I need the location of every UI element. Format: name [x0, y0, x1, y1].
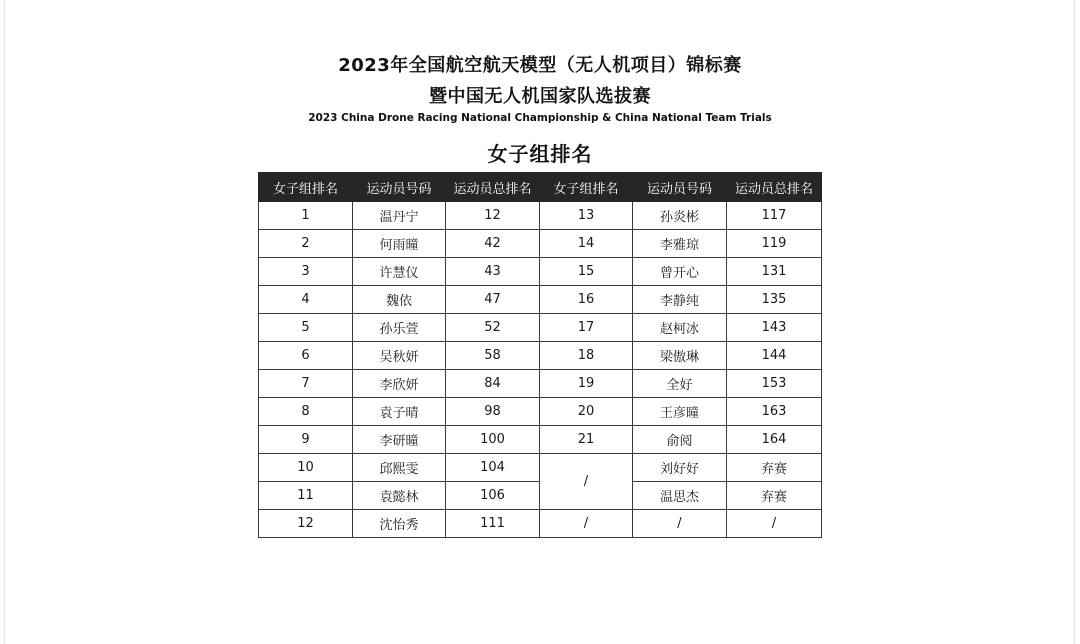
- table-row: [259, 510, 822, 538]
- table-cell: 131: [727, 258, 822, 286]
- header-overall-rank: 运动员总排名: [727, 173, 822, 202]
- table-cell: 吴秋妍: [353, 342, 446, 370]
- header-athlete-name: 运动员号码: [633, 173, 727, 202]
- table-cell: 沈怡秀: [353, 510, 446, 538]
- table-cell: 何雨曈: [353, 230, 446, 258]
- table-cell: 17: [540, 314, 633, 342]
- table-cell: 孙乐萱: [353, 314, 446, 342]
- table-cell-merged: /: [540, 454, 633, 510]
- table-row: [259, 230, 822, 258]
- header-overall-rank: 运动员总排名: [446, 173, 540, 202]
- table-cell: /: [727, 510, 822, 538]
- table-cell: 163: [727, 398, 822, 426]
- table-cell: 106: [446, 482, 540, 510]
- header-women-rank: 女子组排名: [259, 173, 353, 202]
- table-cell: 144: [727, 342, 822, 370]
- table-cell: 7: [259, 370, 353, 398]
- table-cell: 袁懿林: [353, 482, 446, 510]
- table-row: [259, 370, 822, 398]
- table-cell: 魏依: [353, 286, 446, 314]
- table-cell: 12: [446, 202, 540, 230]
- table-row: [259, 426, 822, 454]
- table-row: [259, 286, 822, 314]
- table-cell: 143: [727, 314, 822, 342]
- table-cell: 19: [540, 370, 633, 398]
- table-cell: 6: [259, 342, 353, 370]
- table-cell: 李雅琼: [633, 230, 727, 258]
- table-cell: 10: [259, 454, 353, 482]
- header-women-rank: 女子组排名: [540, 173, 633, 202]
- table-cell: 曾开心: [633, 258, 727, 286]
- table-cell: /: [540, 510, 633, 538]
- table-cell: 李欣妍: [353, 370, 446, 398]
- table-cell: 164: [727, 426, 822, 454]
- table-cell: 13: [540, 202, 633, 230]
- table-cell: 135: [727, 286, 822, 314]
- table-cell: 16: [540, 286, 633, 314]
- table-cell: 14: [540, 230, 633, 258]
- table-cell: 5: [259, 314, 353, 342]
- table-cell: 9: [259, 426, 353, 454]
- table-cell: 2: [259, 230, 353, 258]
- table-cell: 15: [540, 258, 633, 286]
- table-row: [259, 398, 822, 426]
- table-cell: 43: [446, 258, 540, 286]
- table-cell: 刘好好: [633, 454, 727, 482]
- table-cell: 俞阅: [633, 426, 727, 454]
- table-cell: 117: [727, 202, 822, 230]
- table-cell: 18: [540, 342, 633, 370]
- table-cell: 47: [446, 286, 540, 314]
- table-cell: 58: [446, 342, 540, 370]
- title-chinese-line2: 暨中国无人机国家队选拔赛: [429, 86, 651, 107]
- table-cell: 42: [446, 230, 540, 258]
- table-cell: 84: [446, 370, 540, 398]
- table-cell: 111: [446, 510, 540, 538]
- table-cell: 梁傲琳: [633, 342, 727, 370]
- table-cell: 许慧仪: [353, 258, 446, 286]
- table-cell: 王彦曈: [633, 398, 727, 426]
- header-athlete-name: 运动员号码: [353, 173, 446, 202]
- table-cell: /: [633, 510, 727, 538]
- table-cell: 弃赛: [727, 454, 822, 482]
- title-english: 2023 China Drone Racing National Championship & China National Team Trials: [308, 112, 772, 124]
- table-cell: 温丹宁: [353, 202, 446, 230]
- section-title: 女子组排名: [487, 142, 593, 166]
- table-cell: 3: [259, 258, 353, 286]
- table-row: [259, 202, 822, 230]
- table-cell: 11: [259, 482, 353, 510]
- table-cell: 孙炎彬: [633, 202, 727, 230]
- table-cell: 21: [540, 426, 633, 454]
- table-cell: 4: [259, 286, 353, 314]
- table-cell: 邱熙雯: [353, 454, 446, 482]
- table-header-row: [259, 173, 822, 202]
- table-cell: 弃赛: [727, 482, 822, 510]
- table-row: [259, 258, 822, 286]
- table-row: [259, 454, 822, 482]
- women-ranking-table: [258, 172, 822, 538]
- table-cell: 20: [540, 398, 633, 426]
- table-cell: 119: [727, 230, 822, 258]
- table-cell: 赵柯冰: [633, 314, 727, 342]
- table-cell: 温思杰: [633, 482, 727, 510]
- table-cell: 104: [446, 454, 540, 482]
- table-cell: 袁子晴: [353, 398, 446, 426]
- table-row: [259, 314, 822, 342]
- table-cell: 李静纯: [633, 286, 727, 314]
- table-cell: 12: [259, 510, 353, 538]
- table-cell: 52: [446, 314, 540, 342]
- title-chinese-line1: 2023年全国航空航天模型（无人机项目）锦标赛: [338, 55, 742, 76]
- table-cell: 全好: [633, 370, 727, 398]
- table-row: [259, 342, 822, 370]
- table-cell: 李研曈: [353, 426, 446, 454]
- table-cell: 98: [446, 398, 540, 426]
- table-cell: 153: [727, 370, 822, 398]
- table-cell: 1: [259, 202, 353, 230]
- table-cell: 100: [446, 426, 540, 454]
- table-cell: 8: [259, 398, 353, 426]
